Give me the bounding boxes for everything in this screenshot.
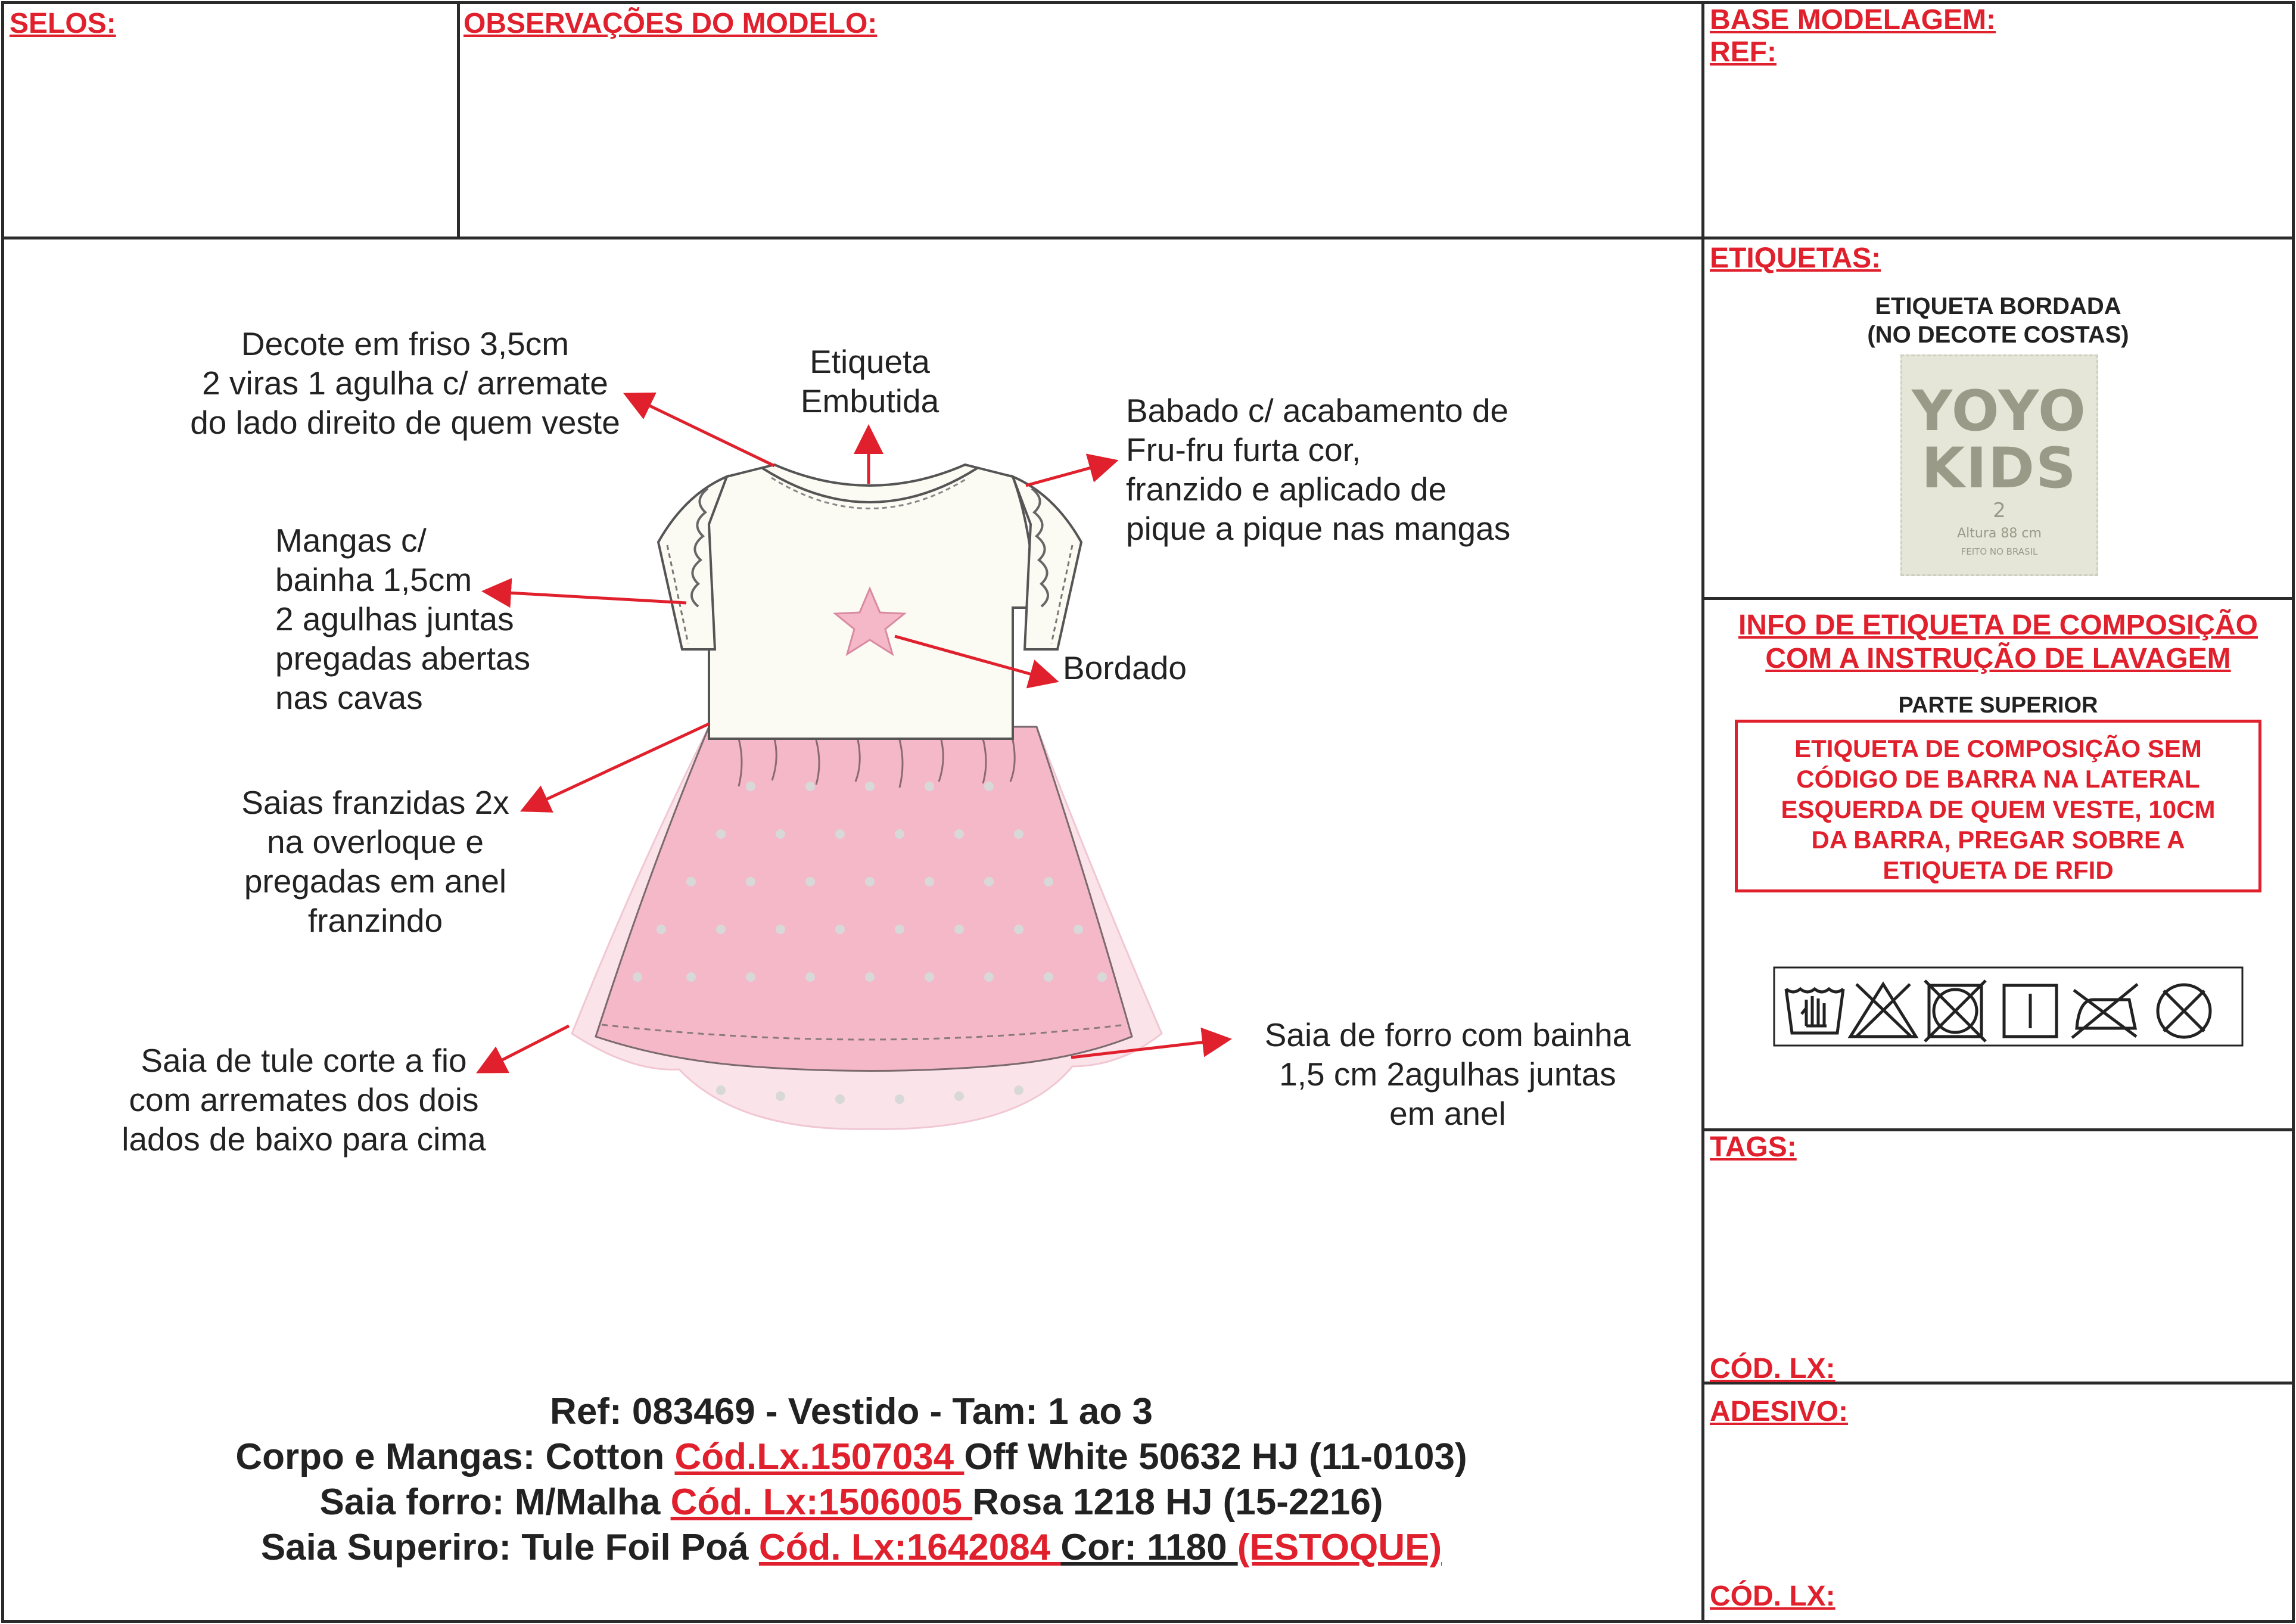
babado-line-2: Fru-fru furta cor, <box>1126 431 1361 468</box>
mangas-line-4: pregadas abertas <box>275 640 531 677</box>
etiquetas-label: ETIQUETAS: <box>1710 242 1881 274</box>
babado-line-3: franzido e aplicado de <box>1126 471 1447 508</box>
observacoes-label: OBSERVAÇÕES DO MODELO: <box>463 8 878 39</box>
superior-stock: (ESTOQUE) <box>1237 1527 1442 1568</box>
decote-line-3: do lado direito de quem veste <box>190 404 620 441</box>
spec-line-ref: Ref: 083469 - Vestido - Tam: 1 ao 3 <box>550 1391 1153 1432</box>
arrow-saias <box>525 724 709 809</box>
babado-line-1: Babado c/ acabamento de <box>1126 392 1509 429</box>
forro-suffix: Rosa 1218 HJ (15-2216) <box>972 1482 1383 1523</box>
bordado-line-1: Bordado <box>1063 649 1187 686</box>
forro-line-2: 1,5 cm 2agulhas juntas <box>1279 1056 1616 1093</box>
ref-label: REF: <box>1710 36 1777 68</box>
forro-prefix: Saia forro: M/Malha <box>319 1482 671 1523</box>
composicao-instruction-box <box>1735 720 2261 892</box>
annotation-etiqueta <box>774 342 965 421</box>
mangas-line-2: bainha 1,5cm <box>275 561 472 598</box>
mangas-line-5: nas cavas <box>275 679 423 716</box>
superior-color: Cor: 1180 <box>1060 1527 1237 1568</box>
tule-line-3: lados de baixo para cima <box>122 1121 486 1158</box>
decote-line-1: Decote em friso 3,5cm <box>241 325 570 362</box>
arrow-forro <box>1071 1040 1226 1057</box>
superior-code: Cód. Lx:1642084 <box>758 1527 1061 1568</box>
etiqueta-line-1: Etiqueta <box>810 343 930 380</box>
instruction-line-3: ESQUERDA DE QUEM VESTE, 10CM <box>1781 795 2216 823</box>
annotation-bordado <box>1063 648 1187 687</box>
spec-line-forro <box>0 1481 1703 1523</box>
superior-prefix: Saia Superiro: Tule Foil Poá <box>260 1527 759 1568</box>
spec-line-corpo <box>0 1436 1703 1478</box>
annotation-tule <box>89 1041 518 1159</box>
corpo-suffix: Off White 50632 HJ (11-0103) <box>964 1436 1467 1477</box>
etiqueta-title-line2: (NO DECOTE COSTAS) <box>1867 322 2129 348</box>
tule-line-2: com arremates dos dois <box>129 1081 479 1118</box>
composicao-title <box>1701 609 2295 676</box>
adesivo-label: ADESIVO: <box>1710 1396 1849 1427</box>
annotation-babado <box>1126 391 1510 548</box>
annotation-forro <box>1239 1015 1656 1133</box>
care-symbols-strip <box>1773 966 2244 1047</box>
instruction-line-5: ETIQUETA DE RFID <box>1883 856 2114 884</box>
base-modelagem-box <box>1701 1 2295 239</box>
composicao-title-line1: INFO DE ETIQUETA DE COMPOSIÇÃO <box>1738 609 2258 641</box>
arrow-babado <box>1026 462 1113 486</box>
mangas-line-1: Mangas c/ <box>275 522 427 559</box>
tags-label: TAGS: <box>1710 1131 1797 1163</box>
saias-line-3: pregadas em anel <box>244 863 507 900</box>
label-height: Altura 88 cm <box>1957 526 2042 541</box>
babado-line-4: pique a pique nas mangas <box>1126 510 1511 547</box>
arrow-bordado <box>895 636 1053 680</box>
saias-line-1: Saias franzidas 2x <box>241 784 509 821</box>
corpo-prefix: Corpo e Mangas: Cotton <box>235 1436 675 1477</box>
forro-code: Cód. Lx:1506005 <box>670 1482 973 1523</box>
instruction-line-4: DA BARRA, PREGAR SOBRE A <box>1811 826 2185 854</box>
instruction-line-1: ETIQUETA DE COMPOSIÇÃO SEM <box>1794 735 2202 763</box>
label-made-in: FEITO NO BRASIL <box>1961 546 2038 557</box>
instruction-line-2: CÓDIGO DE BARRA NA LATERAL <box>1796 765 2200 793</box>
tags-box <box>1701 1128 2295 1385</box>
mangas-line-3: 2 agulhas juntas <box>275 601 514 637</box>
label-brand-line2: KIDS <box>1921 436 2077 501</box>
forro-line-3: em anel <box>1389 1095 1506 1132</box>
annotation-decote <box>161 324 649 442</box>
composicao-title-line2: COM A INSTRUÇÃO DE LAVAGEM <box>1765 643 2231 674</box>
label-size: 2 <box>1993 499 2006 522</box>
saias-line-2: na overloque e <box>267 823 484 860</box>
adesivo-cod-lx-label: CÓD. LX: <box>1710 1581 1835 1612</box>
parte-superior-label: PARTE SUPERIOR <box>1898 693 2098 718</box>
annotation-mangas <box>275 521 530 717</box>
label-brand-line1: YOYO <box>1912 379 2087 444</box>
saias-line-4: franzindo <box>307 902 443 939</box>
yoyo-kids-label <box>1900 354 2098 576</box>
decote-line-2: 2 viras 1 agulha c/ arremate <box>202 365 608 402</box>
no-tumble-dry-icon <box>1925 981 1986 1041</box>
arrow-decote <box>629 396 774 466</box>
forro-line-1: Saia de forro com bainha <box>1264 1016 1631 1053</box>
etiqueta-title-line1: ETIQUETA BORDADA <box>1875 293 2121 319</box>
tule-line-1: Saia de tule corte a fio <box>141 1042 467 1079</box>
etiqueta-bordada-title <box>1701 292 2295 349</box>
annotation-saias <box>203 783 548 940</box>
base-modelagem-label: BASE MODELAGEM: <box>1710 4 1996 36</box>
etiqueta-line-2: Embutida <box>800 382 939 419</box>
corpo-code: Cód.Lx.1507034 <box>674 1436 965 1477</box>
selos-label: SELOS: <box>10 8 116 39</box>
spec-line-superior <box>0 1526 1703 1569</box>
tags-cod-lx-label: CÓD. LX: <box>1710 1353 1835 1385</box>
